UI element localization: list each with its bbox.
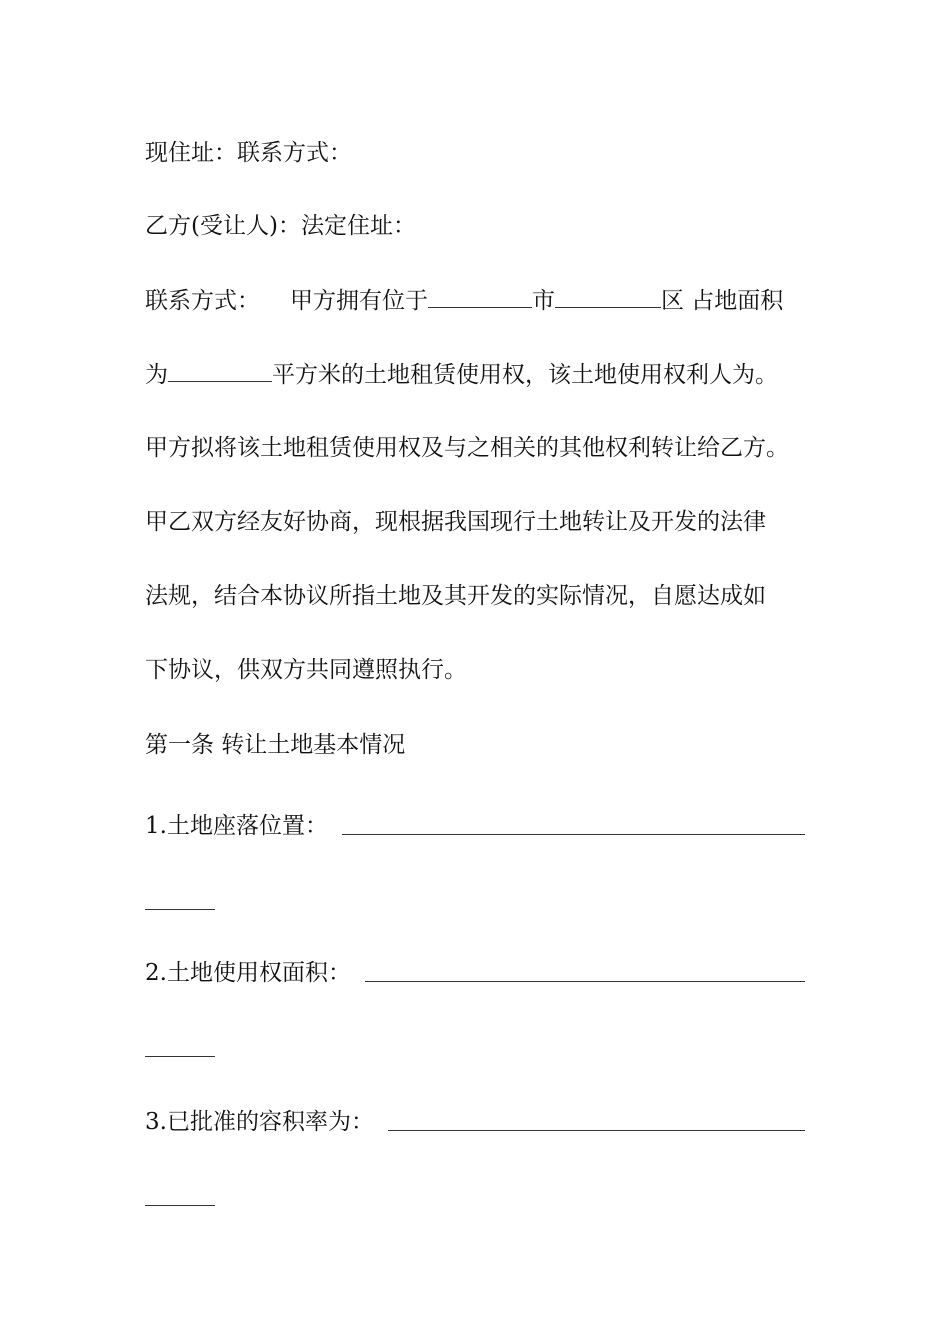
district-area-label: 区 占地面积 <box>661 288 784 314</box>
district-blank <box>555 285 661 308</box>
land-area-blank-cont <box>145 1056 215 1057</box>
land-right-text: 平方米的土地租赁使用权，该土地使用权利人为。 <box>272 362 778 388</box>
party-b-address-text: 乙方(受让人)：法定住址： <box>145 213 416 239</box>
negotiation-line-3 <box>145 655 810 685</box>
plot-ratio-label: 3.已批准的容积率为： <box>145 1109 374 1135</box>
land-area-label: 2.土地使用权面积： <box>145 960 351 986</box>
article-one-title: 第一条 转让土地基本情况 <box>145 732 406 758</box>
item-land-area <box>145 958 810 988</box>
item-land-location <box>145 811 810 841</box>
land-area-line <box>145 359 810 390</box>
transfer-intent-text: 甲方拟将该土地租赁使用权及与之相关的其他权利转让给乙方。 <box>145 435 789 461</box>
area-prefix: 为 <box>145 362 168 388</box>
land-location-blank-cont <box>145 909 215 910</box>
item-plot-ratio <box>145 1107 810 1137</box>
land-location-text: 甲方拥有位于 <box>290 288 428 314</box>
negotiation-text-1: 甲乙双方经友好协商，现根据我国现行土地转让及开发的法律 <box>145 509 766 535</box>
article-one-heading <box>145 730 810 760</box>
city-label: 市 <box>532 288 555 314</box>
contact-label: 联系方式： <box>145 288 260 314</box>
area-blank <box>168 359 272 382</box>
negotiation-line-1 <box>145 507 810 537</box>
negotiation-text-3: 下协议，供双方共同遵照执行。 <box>145 657 467 683</box>
land-area-blank <box>365 981 805 982</box>
plot-ratio-blank-cont <box>145 1205 215 1206</box>
current-address-contact-text: 现住址：联系方式： <box>145 140 352 166</box>
current-address-contact-line <box>145 138 810 168</box>
party-b-line <box>145 211 810 241</box>
land-location-label: 1.土地座落位置： <box>145 813 328 839</box>
plot-ratio-blank <box>388 1130 805 1131</box>
land-location-blank <box>342 834 805 835</box>
land-location-line <box>145 285 810 316</box>
negotiation-text-2: 法规，结合本协议所指土地及其开发的实际情况，自愿达成如 <box>145 583 766 609</box>
transfer-intent-line <box>145 433 810 463</box>
city-blank <box>428 285 532 308</box>
negotiation-line-2 <box>145 581 810 611</box>
